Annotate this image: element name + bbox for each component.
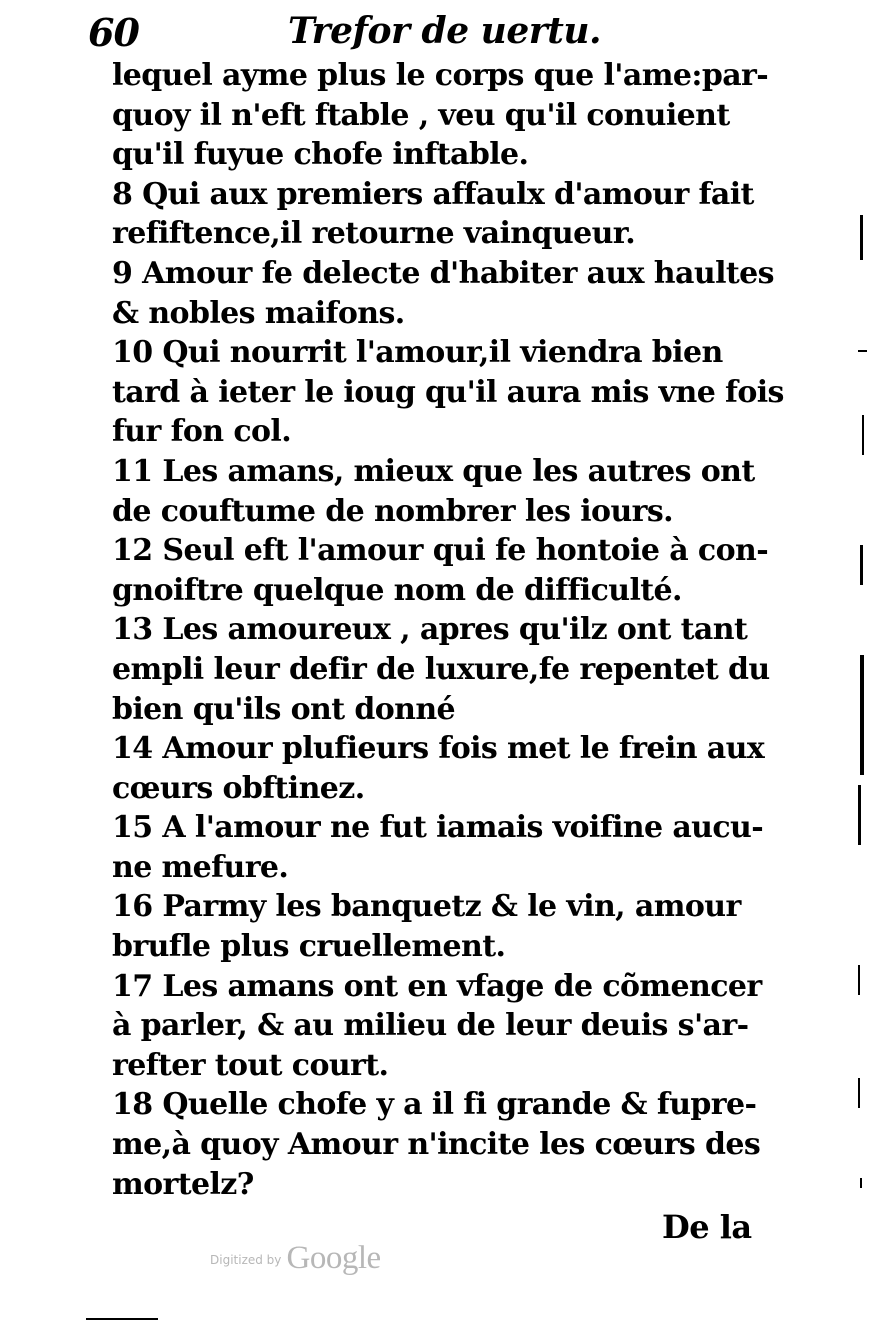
running-title: Trefor de uertu.	[288, 10, 602, 52]
text-line: 9 Amour fe delecte d'habiter aux haultes	[112, 255, 774, 291]
text-line: 13 Les amoureux , apres qu'ilz ont tant	[112, 612, 748, 648]
text-line: brufle plus cruellement.	[112, 929, 506, 965]
text-line: 14 Amour plufieurs fois met le frein aux	[112, 731, 765, 767]
scan-edge-mark	[860, 215, 863, 260]
text-line: tard à ieter le ioug qu'il aura mis vne fois	[112, 374, 784, 410]
text-line: fur fon col.	[112, 414, 292, 450]
text-line: refter tout court.	[112, 1047, 389, 1083]
text-line: 12 Seul eft l'amour qui fe hontoie à con-	[112, 533, 769, 569]
text-line: 16 Parmy les banquetz & le vin, amour	[112, 889, 741, 925]
scan-edge-mark	[858, 350, 867, 352]
text-line: me,à quoy Amour n'incite les cœurs des	[112, 1127, 761, 1163]
text-line: mortelz?	[112, 1166, 254, 1202]
digitized-watermark	[210, 1240, 381, 1277]
scan-edge-mark	[862, 415, 864, 455]
text-line: 15 A l'amour ne fut iamais voifine aucu-	[112, 810, 764, 846]
page-number: 60	[88, 10, 139, 55]
text-line: refiftence,il retourne vainqueur.	[112, 216, 636, 252]
page-header	[88, 6, 788, 56]
text-line: à parler, & au milieu de leur deuis s'ar-	[112, 1008, 749, 1044]
catchword: De la	[662, 1208, 752, 1246]
text-line: ne mefure.	[112, 849, 289, 885]
text-line: cœurs obftinez.	[112, 770, 365, 806]
body-text	[112, 56, 782, 1204]
scan-edge-mark	[858, 1078, 860, 1108]
text-line: de couftume de nombrer les iours.	[112, 493, 674, 529]
text-line: 8 Qui aux premiers affaulx d'amour fait	[112, 176, 754, 212]
watermark-prefix: Digitized by	[210, 1253, 282, 1267]
text-line: qu'il fuyue chofe inftable.	[112, 137, 529, 173]
text-line: 10 Qui nourrit l'amour,il viendra bien	[112, 335, 723, 371]
text-line: 18 Quelle chofe y a il fi grande & fupre-	[112, 1087, 757, 1123]
text-line: & nobles maifons.	[112, 295, 405, 331]
scan-edge-mark	[860, 655, 864, 775]
scan-bottom-rule	[86, 1318, 158, 1320]
text-line: quoy il n'eft ftable , veu qu'il conuient	[112, 97, 730, 133]
scan-edge-mark	[858, 785, 861, 845]
scan-edge-mark	[858, 965, 860, 995]
google-logo: Google	[286, 1240, 381, 1276]
text-line: bien qu'ils ont donné	[112, 691, 456, 727]
text-line: 11 Les amans, mieux que les autres ont	[112, 453, 755, 489]
text-line: gnoiftre quelque nom de difficulté.	[112, 572, 682, 608]
scan-edge-mark	[860, 545, 863, 585]
text-line: 17 Les amans ont en vfage de cõmencer	[112, 968, 762, 1004]
text-line: empli leur defir de luxure,fe repentet du	[112, 651, 770, 687]
scan-edge-mark	[860, 1178, 862, 1188]
text-line: lequel ayme plus le corps que l'ame:par-	[112, 58, 769, 93]
